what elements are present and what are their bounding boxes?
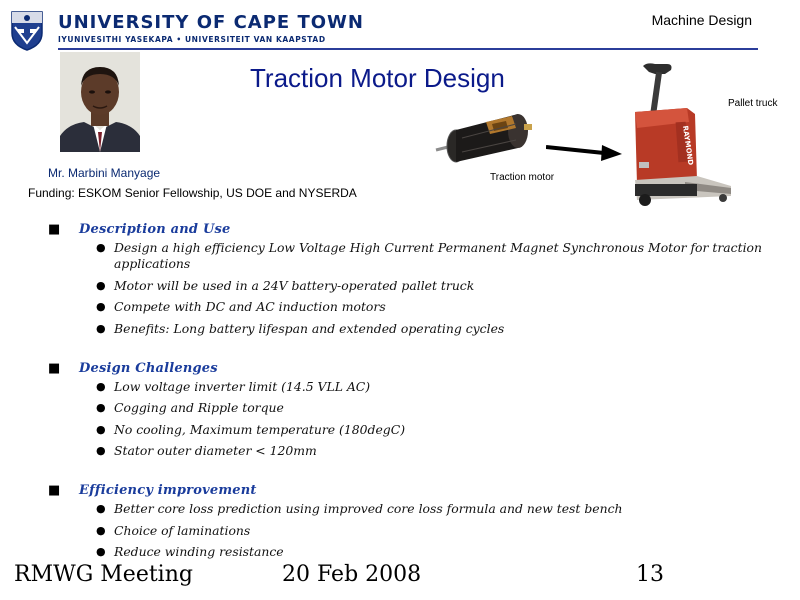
list-item-text: No cooling, Maximum temperature (180degC) [114,421,406,437]
footer-meeting: RMWG Meeting [14,562,193,587]
list-item-text: Design a high efficiency Low Voltage High Current Permanent Magnet Synchronous Motor for traction applications [114,240,762,271]
square-bullet-icon: ■ [48,483,61,498]
traction-motor-image [432,108,544,170]
section-description [46,220,776,337]
truck-brand-label: RAYMOND [681,125,695,166]
round-bullet-icon: ● [96,278,106,292]
square-bullet-icon: ■ [48,222,61,237]
list-item [46,240,776,272]
university-crest-icon [10,9,44,51]
list-item [46,299,776,315]
section-label: Machine Design [651,12,752,28]
round-bullet-icon: ● [96,502,106,515]
section-heading [46,220,776,240]
square-bullet-icon: ■ [48,360,61,376]
round-bullet-icon: ● [96,321,106,335]
page-number: 13 [636,562,664,587]
round-bullet-icon: ● [96,545,106,558]
arrow-icon [546,142,624,164]
slide-outline [46,220,776,582]
presenter-photo [60,52,140,152]
list-item-text: Stator outer diameter < 120mm [114,443,317,458]
round-bullet-icon: ● [96,401,106,414]
round-bullet-icon: ● [96,241,106,254]
list-item [46,278,776,294]
list-item [46,501,776,517]
pallet-truck-image [625,62,735,212]
slide-title: Traction Motor Design [250,63,505,93]
section-heading [46,359,776,379]
list-item [46,400,776,416]
round-bullet-icon: ● [96,444,106,457]
section-heading-text: Description and Use [79,222,231,237]
university-name: UNIVERSITY OF CAPE TOWN [58,12,364,33]
list-item-text: Cogging and Ripple torque [114,400,284,415]
list-item-text: Benefits: Long battery lifespan and extended operating cycles [114,320,505,336]
section-heading-text: Design Challenges [79,360,218,376]
list-item [46,321,776,337]
list-item-text: Low voltage inverter limit (14.5 VLL AC) [114,378,371,394]
list-item-text: Compete with DC and AC induction motors [114,299,386,314]
list-item-text: Reduce winding resistance [114,544,284,559]
header-divider [58,48,758,50]
list-item-text: Choice of laminations [114,522,251,538]
truck-caption: Pallet truck [728,98,778,109]
section-efficiency [46,481,776,560]
section-heading [46,481,776,501]
section-heading-text: Efficiency improvement [79,483,257,498]
list-item [46,523,776,539]
presenter-name: Mr. Marbini Manyage [48,166,161,180]
funding-note: Funding: ESKOM Senior Fellowship, US DOE and NYSERDA [28,186,357,200]
motor-caption: Traction motor [490,172,555,183]
section-challenges [46,359,776,460]
list-item [46,422,776,438]
round-bullet-icon: ● [96,300,106,313]
list-item-text: Motor will be used in a 24V battery-operated pallet truck [114,277,475,293]
list-item-text: Better core loss prediction using improved core loss formula and new test bench [114,501,623,516]
round-bullet-icon: ● [96,379,106,393]
round-bullet-icon: ● [96,523,106,537]
footer-date: 20 Feb 2008 [282,562,422,587]
list-item [46,544,776,560]
list-item [46,443,776,459]
list-item [46,379,776,395]
round-bullet-icon: ● [96,422,106,436]
slide-footer [0,560,800,600]
university-subtitle: IYUNIVESITHI YASEKAPA • UNIVERSITEIT VAN KAAPSTAD [58,35,326,44]
